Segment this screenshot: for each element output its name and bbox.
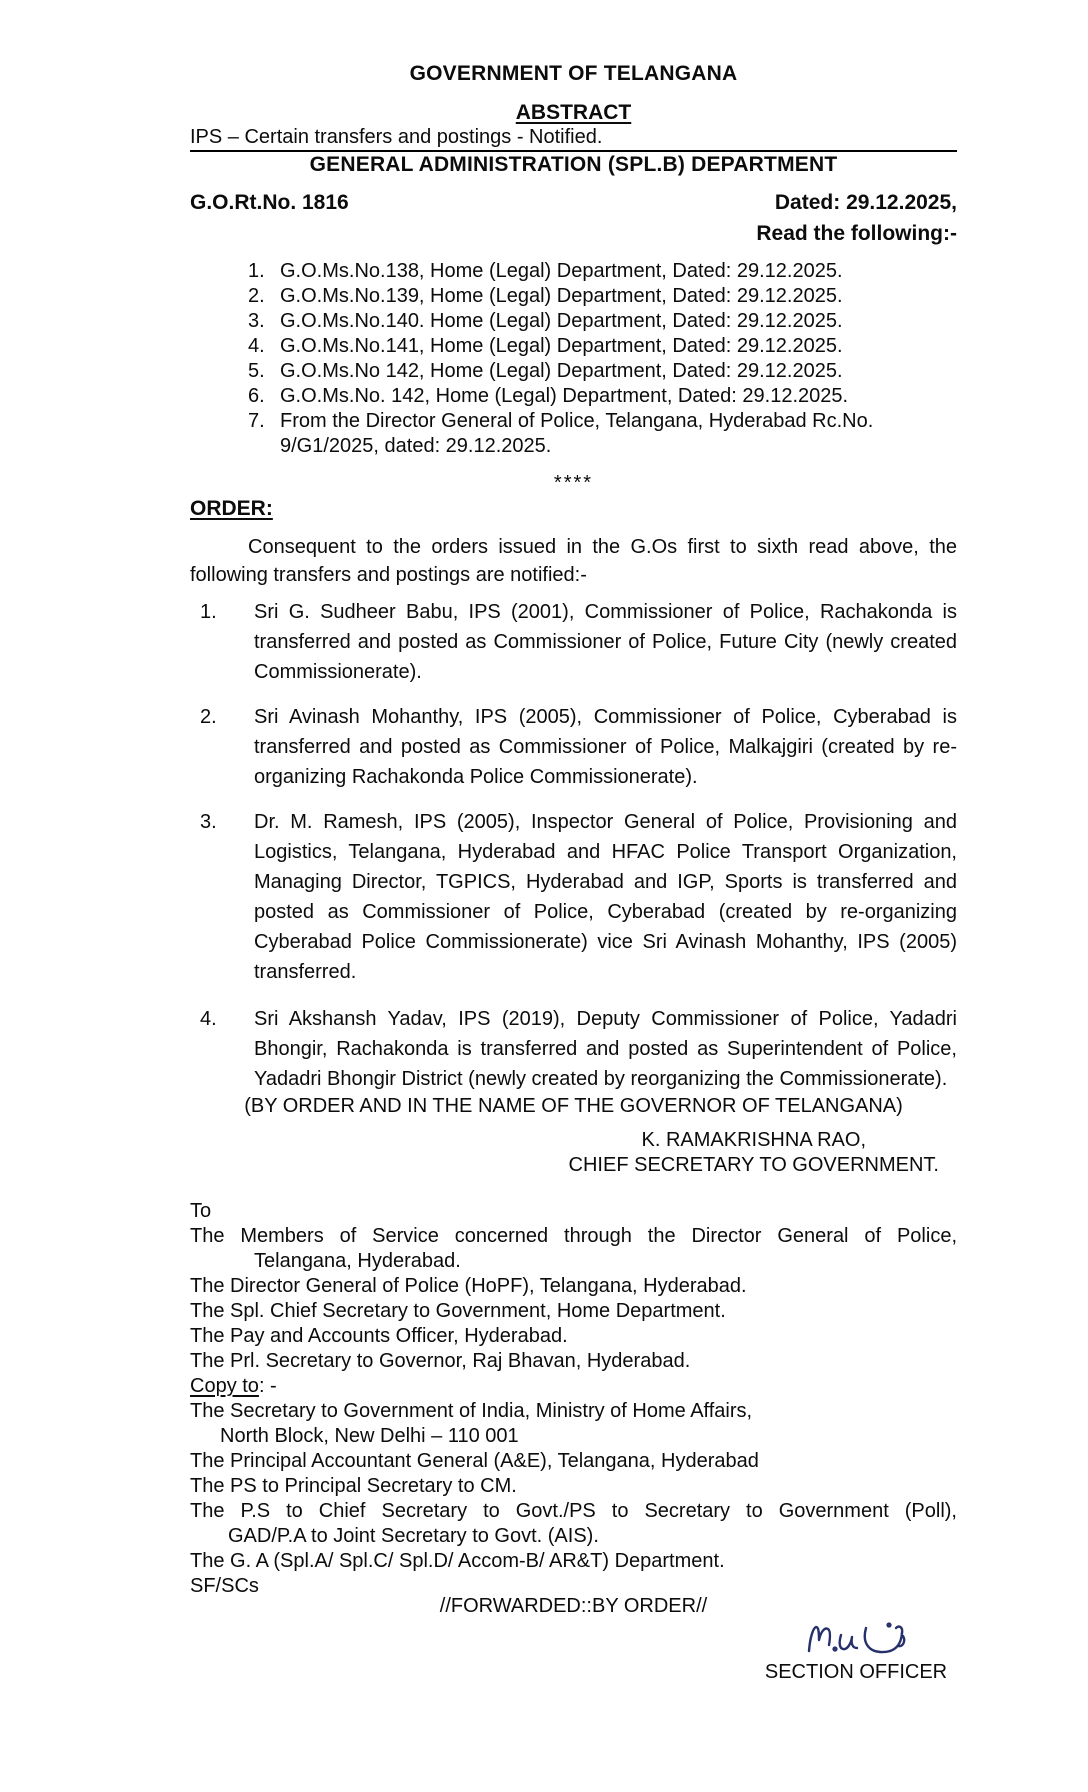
read-list-item — [190, 259, 957, 284]
go-number-row — [190, 190, 957, 216]
abstract-heading: ABSTRACT — [515, 101, 632, 124]
read-list — [190, 259, 957, 459]
copy-to-label: Copy to — [190, 1375, 259, 1397]
order-heading-row — [190, 496, 957, 522]
order-item-text: Sri G. Sudheer Babu, IPS (2001), Commissioner of Police, Rachakonda is transferred and posted as Commissioner of Police, Future City (newly created Commissionerate). — [254, 601, 957, 683]
copy-line: The Secretary to Government of India, Ministry of Home Affairs, — [190, 1400, 753, 1422]
order-item — [190, 1004, 957, 1094]
order-intro-paragraph: Consequent to the orders issued in the G.Os first to sixth read above, the following transfers and postings are notified:- — [190, 536, 957, 586]
read-list-item — [190, 284, 957, 309]
list-number: 5. — [248, 360, 265, 382]
read-list-item-continuation — [190, 434, 957, 459]
list-number: 7. — [248, 410, 265, 432]
list-number: 6. — [248, 385, 265, 407]
dated-label: Dated: 29.12.2025, — [774, 191, 957, 214]
go-number: G.O.Rt.No. 1816 — [190, 191, 349, 214]
list-number: 3. — [248, 310, 265, 332]
address-line: The Spl. Chief Secretary to Government, Home Department. — [190, 1300, 726, 1322]
list-number: 1. — [248, 260, 265, 282]
order-item-number: 3. — [200, 811, 217, 833]
subject-line: IPS – Certain transfers and postings - Notified. — [190, 126, 603, 148]
copy-line: The Principal Accountant General (A&E), Telangana, Hyderabad — [190, 1450, 759, 1472]
list-number: 4. — [248, 335, 265, 357]
asterisk-separator: **** — [553, 472, 594, 494]
list-text: G.O.Ms.No. 142, Home (Legal) Department, Dated: 29.12.2025. — [280, 385, 849, 407]
list-text: G.O.Ms.No 142, Home (Legal) Department, Dated: 29.12.2025. — [280, 360, 843, 382]
address-line: The Members of Service concerned through the Director General of Police, — [190, 1225, 957, 1247]
read-list-item — [190, 309, 957, 334]
order-item — [190, 807, 957, 987]
read-following-label: Read the following:- — [756, 222, 957, 245]
copy-line: North Block, New Delhi – 110 001 — [220, 1425, 519, 1447]
copy-to-suffix: : - — [258, 1375, 277, 1397]
read-list-item — [190, 359, 957, 384]
read-list-item — [190, 384, 957, 409]
abstract-heading-row — [190, 101, 957, 125]
order-item — [190, 702, 957, 792]
divider-rule — [190, 150, 957, 152]
order-item — [190, 597, 957, 687]
signature-strokes — [809, 1624, 904, 1652]
department-heading: GENERAL ADMINISTRATION (SPL.B) DEPARTMENT — [309, 153, 838, 176]
read-list-item — [190, 334, 957, 359]
list-text: G.O.Ms.No.141, Home (Legal) Department, Dated: 29.12.2025. — [280, 335, 843, 357]
signatory-block — [569, 1128, 939, 1178]
copy-to-heading — [190, 1374, 957, 1399]
to-heading: To — [190, 1200, 212, 1222]
signature-ink-image — [800, 1620, 928, 1660]
signatory-title: CHIEF SECRETARY TO GOVERNMENT. — [568, 1154, 939, 1176]
copy-line: The PS to Principal Secretary to CM. — [190, 1475, 517, 1497]
copy-line: SF/SCs — [190, 1575, 259, 1597]
address-line: The Pay and Accounts Officer, Hyderabad. — [190, 1325, 568, 1347]
by-order-line: (BY ORDER AND IN THE NAME OF THE GOVERNOR OF TELANGANA) — [244, 1095, 903, 1117]
order-item-text: Sri Avinash Mohanthy, IPS (2005), Commissioner of Police, Cyberabad is transferred and posted as Commissioner of Police, Malkajgiri (created by re-organizing Rachakonda Police Commissionerate). — [254, 706, 957, 788]
list-text: 9/G1/2025, dated: 29.12.2025. — [280, 435, 552, 457]
signatory-name: K. RAMAKRISHNA RAO, — [641, 1129, 867, 1151]
order-heading: ORDER: — [190, 497, 273, 520]
government-title: GOVERNMENT OF TELANGANA — [409, 62, 738, 85]
document-content — [190, 0, 957, 1685]
list-text: G.O.Ms.No.138, Home (Legal) Department, Dated: 29.12.2025. — [280, 260, 843, 282]
order-item-number: 1. — [200, 601, 217, 623]
order-item-number: 2. — [200, 706, 217, 728]
signatory-wrap — [190, 1128, 957, 1178]
order-item-text: Dr. M. Ramesh, IPS (2005), Inspector General of Police, Provisioning and Logistics, Telangana, Hyderabad and HFAC Police Transport Organization, Managing Director, TGPICS, Hyderabad and IGP, Sports is transferred and posted as Commissioner of Police, Cyberabad (created by re-organizing Cyberabad Police Commissionerate) vice Sri Avinash Mohanthy, IPS (2005) transferred. — [254, 811, 957, 983]
copy-line: The P.S to Chief Secretary to Govt./PS to Secretary to Government (Poll), — [190, 1500, 957, 1522]
address-line: The Director General of Police (HoPF), Telangana, Hyderabad. — [190, 1275, 747, 1297]
address-line: The Prl. Secretary to Governor, Raj Bhavan, Hyderabad. — [190, 1350, 691, 1372]
list-text: From the Director General of Police, Telangana, Hyderabad Rc.No. — [280, 410, 874, 432]
address-line: Telangana, Hyderabad. — [254, 1250, 461, 1272]
copy-line: The G. A (Spl.A/ Spl.C/ Spl.D/ Accom-B/ AR&T) Department. — [190, 1550, 725, 1572]
order-item-text: Sri Akshansh Yadav, IPS (2019), Deputy Commissioner of Police, Yadadri Bhongir, Rachakonda is transferred and posted as Superintendent of Police, Yadadri Bhongir District (newly created by reorganizing the Commissionerate). — [254, 1008, 957, 1090]
read-list-item — [190, 409, 957, 434]
section-officer-label: SECTION OFFICER — [764, 1661, 948, 1683]
list-number: 2. — [248, 285, 265, 307]
list-text: G.O.Ms.No.139, Home (Legal) Department, Dated: 29.12.2025. — [280, 285, 843, 307]
forwarded-line: //FORWARDED::BY ORDER// — [439, 1595, 708, 1617]
signature-block — [761, 1620, 951, 1685]
order-item-number: 4. — [200, 1008, 217, 1030]
list-number — [248, 434, 280, 459]
copy-line: GAD/P.A to Joint Secretary to Govt. (AIS). — [228, 1525, 599, 1547]
list-text: G.O.Ms.No.140. Home (Legal) Department, Dated: 29.12.2025. — [280, 310, 843, 332]
